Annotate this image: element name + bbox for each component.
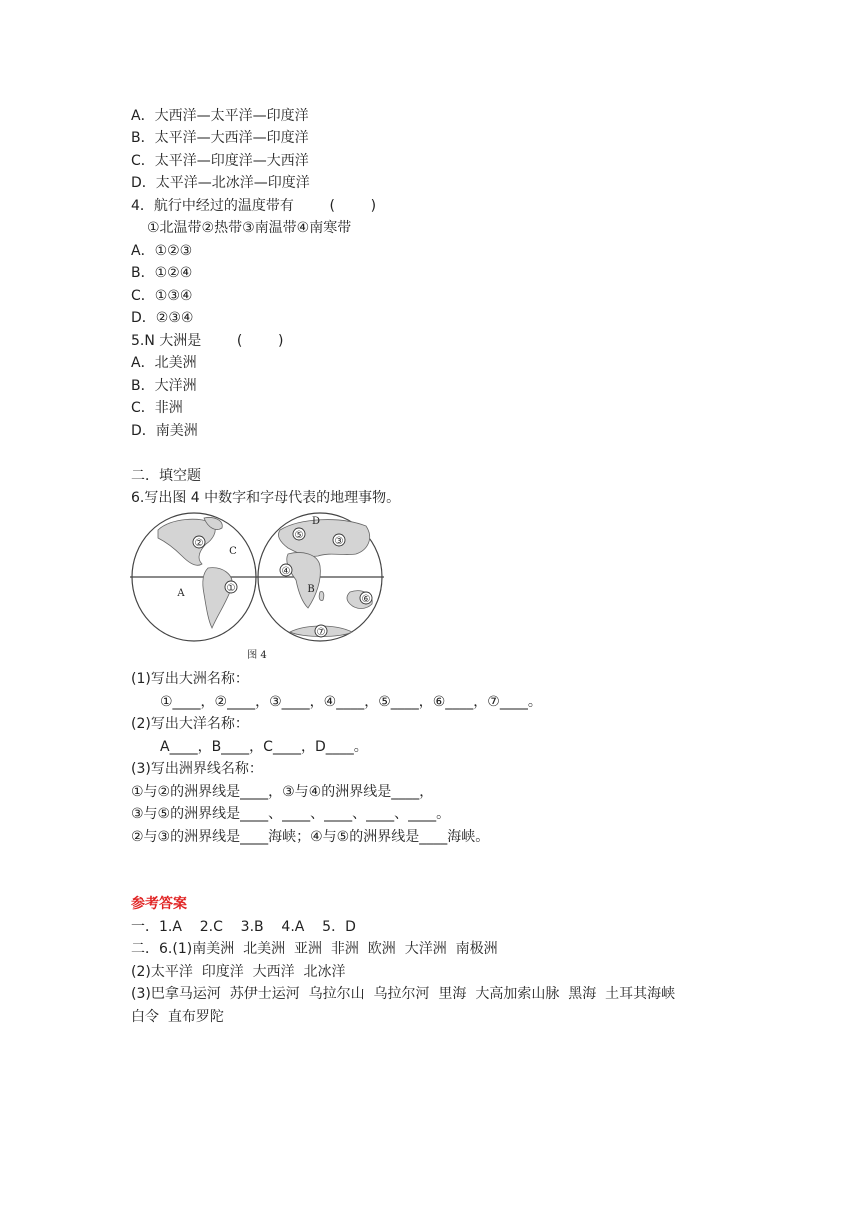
p3-line-2: ③与⑤的洲界线是____、____、____、____、____。	[131, 806, 451, 822]
q4-option-b: B．①②④	[131, 265, 193, 281]
label-3: ③	[334, 536, 344, 547]
label-b: B	[307, 584, 315, 595]
label-4: ④	[281, 566, 291, 577]
answers-line-1: 一．1.A 2.C 3.B 4.A 5．D	[131, 919, 356, 935]
q5-option-d: D．南美洲	[131, 423, 198, 439]
label-a: A	[177, 588, 185, 599]
answers-line-5: 白令 直布罗陀	[131, 1009, 224, 1025]
south-america-shape	[203, 568, 232, 628]
q5-option-b: B．大洋洲	[131, 378, 197, 394]
q5-stem: 5.N 大洲是 ( )	[131, 333, 284, 349]
q5-option-c: C．非洲	[131, 400, 183, 416]
label-7: ⑦	[316, 627, 326, 638]
q4-option-a: A．①②③	[131, 243, 193, 259]
africa-shape	[287, 553, 321, 609]
q4-option-c: C．①③④	[131, 288, 193, 304]
label-1: ①	[226, 583, 236, 594]
p2-title: (2)写出大洋名称：	[131, 716, 249, 732]
north-america-shape	[158, 519, 215, 565]
q3-option-b: B．太平洋—大西洋—印度洋	[131, 130, 309, 146]
eurasia-shape	[278, 520, 369, 557]
answers-line-2: 二．6.(1)南美洲 北美洲 亚洲 非洲 欧洲 大洋洲 南极洲	[131, 941, 498, 957]
q3-option-c: C．太平洋—印度洋—大西洋	[131, 153, 309, 169]
q4-stem: 4．航行中经过的温度带有 ( )	[131, 198, 377, 214]
answers-line-4: (3)巴拿马运河 苏伊士运河 乌拉尔山 乌拉尔河 里海 大高加索山脉 黑海 土耳其海峡	[131, 986, 676, 1002]
p3-title: (3)写出洲界线名称：	[131, 761, 263, 777]
figure-caption: 图 4	[247, 650, 267, 661]
q3-option-d: D．太平洋—北冰洋—印度洋	[131, 175, 310, 191]
p2-blanks: A____，B____，C____，D____。	[160, 739, 368, 755]
section2-title: 二．填空题	[131, 468, 201, 484]
label-c: C	[229, 546, 237, 557]
madagascar-shape	[319, 591, 324, 600]
label-5: ⑤	[294, 530, 304, 541]
p3-line-1: ①与②的洲界线是____，③与④的洲界线是____，	[131, 784, 434, 800]
p1-blanks: ①____，②____，③____，④____，⑤____，⑥____，⑦____。	[160, 694, 542, 710]
label-6: ⑥	[361, 594, 371, 605]
p1-title: (1)写出大洲名称：	[131, 671, 249, 687]
label-d: D	[311, 516, 321, 527]
q5-option-a: A．北美洲	[131, 355, 197, 371]
q6-stem: 6.写出图 4 中数字和字母代表的地理事物。	[131, 490, 401, 506]
q3-option-a: A．大西洋—太平洋—印度洋	[131, 108, 309, 124]
q4-sub: ①北温带②热带③南温带④南寒带	[147, 220, 352, 236]
p3-line-3: ②与③的洲界线是____海峡；④与⑤的洲界线是____海峡。	[131, 829, 490, 845]
world-map-figure	[130, 510, 384, 662]
label-2: ②	[194, 538, 204, 549]
answers-line-3: (2)太平洋 印度洋 大西洋 北冰洋	[131, 964, 346, 980]
q4-option-d: D．②③④	[131, 310, 194, 326]
answers-title: 参考答案	[131, 896, 187, 912]
